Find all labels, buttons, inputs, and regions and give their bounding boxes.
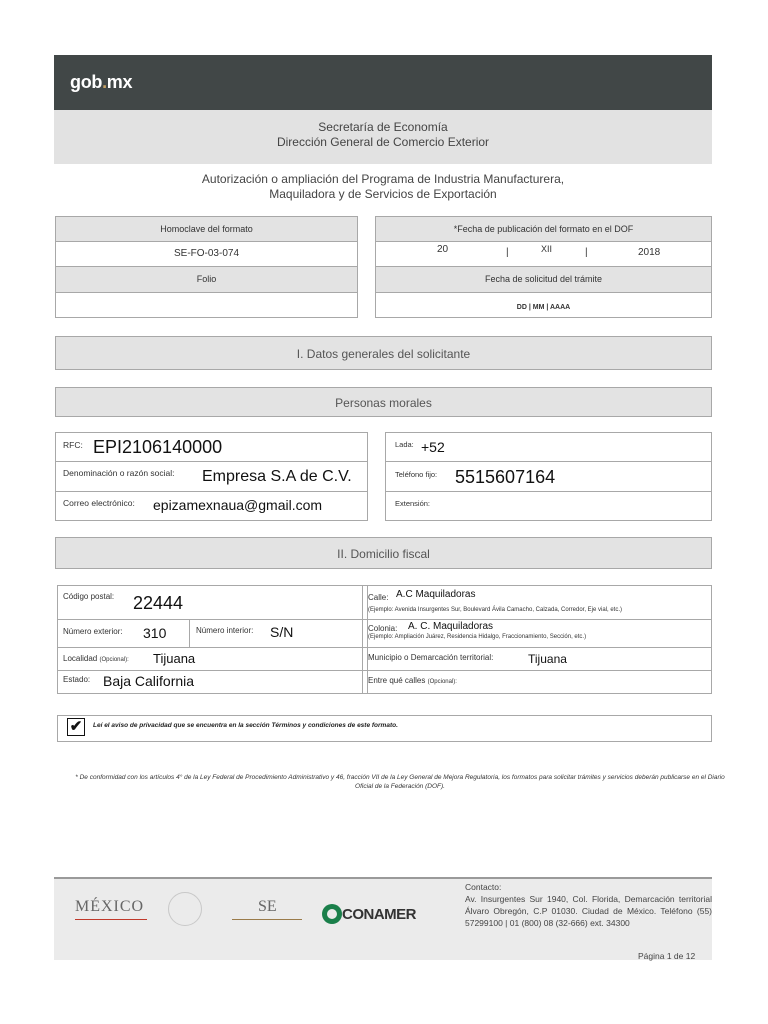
denominacion-label: Denominación o razón social: <box>63 468 175 478</box>
estado-field[interactable]: Baja California <box>103 673 195 689</box>
solicitante-box <box>55 432 368 521</box>
section-subtitle-personas-morales: Personas morales <box>55 387 712 417</box>
localidad-field[interactable]: Tijuana <box>153 651 196 666</box>
dof-year: 2018 <box>638 247 661 258</box>
telefono-label: Teléfono fijo: <box>395 470 438 479</box>
agency-direction: Dirección General de Comercio Exterior <box>276 135 490 149</box>
telefono-box <box>385 432 712 521</box>
correo-label: Correo electrónico: <box>63 498 135 508</box>
numero-interior-label: Número interior: <box>196 626 254 635</box>
conamer-logo-icon <box>322 904 342 924</box>
section-title-domicilio-fiscal: II. Domicilio fiscal <box>55 537 712 569</box>
rfc-label: RFC: <box>63 440 83 450</box>
se-logo: SE <box>258 898 277 915</box>
rfc-field[interactable]: EPI2106140000 <box>93 437 223 457</box>
contact-text: Av. Insurgentes Sur 1940, Col. Florida, Demarcación territorial Álvaro Obregón, C.P 01030. Ciudad de México. Teléfono (55) 57299100 | 01 (800) 08 (32-666) ext. 34300 <box>465 894 712 928</box>
calle-label: Calle: <box>368 593 389 602</box>
contact-block <box>465 881 712 929</box>
solicitud-date-label: Fecha de solicitud del trámite <box>375 266 712 293</box>
colonia-field[interactable]: A. C. Maquiladoras <box>408 621 494 632</box>
gob-header <box>54 55 712 110</box>
homoclave-label: Homoclave del formato <box>55 216 358 242</box>
lada-field[interactable]: +52 <box>421 439 445 455</box>
correo-field[interactable]: epizamexnaua@gmail.com <box>153 497 323 513</box>
se-logo-rule <box>232 919 302 920</box>
codigo-postal-label: Código postal: <box>63 592 115 601</box>
folio-field[interactable] <box>55 292 358 318</box>
dof-date-value: 20 | XII | 2018 <box>375 241 712 267</box>
page-number: Página 1 de 12 <box>638 951 696 961</box>
entre-calles-label: Entre qué calles <box>368 676 426 685</box>
domicilio-right-box: Calle: A.C Maquiladoras (Ejemplo: Avenida Insurgentes Sur, Boulevard Ávila Camacho, Calzada, Corredor, Eje vial, etc.) Colonia: A. C. Maquiladoras (Ejemplo: Ampliación Juárez, Residencia Hidalgo, Fraccionamiento, Sección, etc.) Municipio o Demarcación territorial: Tijuana Entre qué calles (Opcional): <box>362 585 712 694</box>
localidad-label: Localidad <box>63 654 98 663</box>
codigo-postal-field[interactable]: 22444 <box>133 593 184 613</box>
agency-banner <box>54 110 712 164</box>
homoclave-value: SE-FO-03-074 <box>55 241 358 267</box>
estado-label: Estado: <box>63 675 91 684</box>
calle-hint: (Ejemplo: Avenida Insurgentes Sur, Boulevard Ávila Camacho, Calzada, Corredor, Eje vial, etc.) <box>368 607 623 613</box>
escudo-nacional-icon <box>168 892 202 926</box>
dof-month: XII <box>541 244 553 254</box>
mexico-logo-rule <box>75 919 147 920</box>
municipio-label: Municipio o Demarcación territorial: <box>368 653 494 662</box>
solicitud-date-field[interactable]: DD | MM | AAAA <box>375 292 712 318</box>
colonia-label: Colonia: <box>368 624 398 633</box>
folio-label: Folio <box>55 266 358 293</box>
numero-exterior-label: Número exterior: <box>63 627 123 636</box>
calle-field[interactable]: A.C Maquiladoras <box>396 589 476 600</box>
agency-name: Secretaría de Economía <box>318 120 448 134</box>
dof-day: 20 <box>437 244 449 255</box>
mexico-logo: MÉXICO <box>75 898 145 915</box>
numero-interior-field[interactable]: S/N <box>270 624 294 640</box>
municipio-field[interactable]: Tijuana <box>528 652 567 666</box>
gobmx-logo[interactable]: gob.mx <box>70 72 133 92</box>
privacy-checkbox[interactable]: ✔ <box>67 718 85 736</box>
footnote: * De conformidad con los artículos 4° de la Ley Federal de Procedimiento Administrativo y 46, fracción VII de la Ley General de Mejora Regulatoria, los formatos para solicitar trámites y servicios deberán publicarse en el Diario Oficial de la Federación (DOF). <box>75 774 725 790</box>
form-title: Autorización o ampliación del Programa de Industria Manufacturera, Maquiladora y de Servicios de Exportación <box>201 172 565 201</box>
privacy-text: Leí el aviso de privacidad que se encuentra en la sección Términos y condiciones de este formato. <box>93 722 398 729</box>
contact-title: Contacto: <box>465 882 502 892</box>
extension-label: Extensión: <box>395 499 431 508</box>
colonia-hint: (Ejemplo: Ampliación Juárez, Residencia Hidalgo, Fraccionamiento, Sección, etc.) <box>368 634 587 640</box>
telefono-field[interactable]: 5515607164 <box>455 467 556 487</box>
denominacion-field[interactable]: Empresa S.A de C.V. <box>202 468 352 485</box>
dof-date-label: *Fecha de publicación del formato en el DOF <box>375 216 712 242</box>
numero-exterior-field[interactable]: 310 <box>143 625 167 641</box>
domicilio-left-box: Código postal: 22444 Número exterior: 310 Número interior: S/N Localidad (Opcional): Tijuana Estado: Baja California <box>57 585 368 694</box>
section-title-datos-generales: I. Datos generales del solicitante <box>55 336 712 370</box>
lada-label: Lada: <box>395 440 414 449</box>
conamer-logo: CONAMER <box>342 906 416 923</box>
